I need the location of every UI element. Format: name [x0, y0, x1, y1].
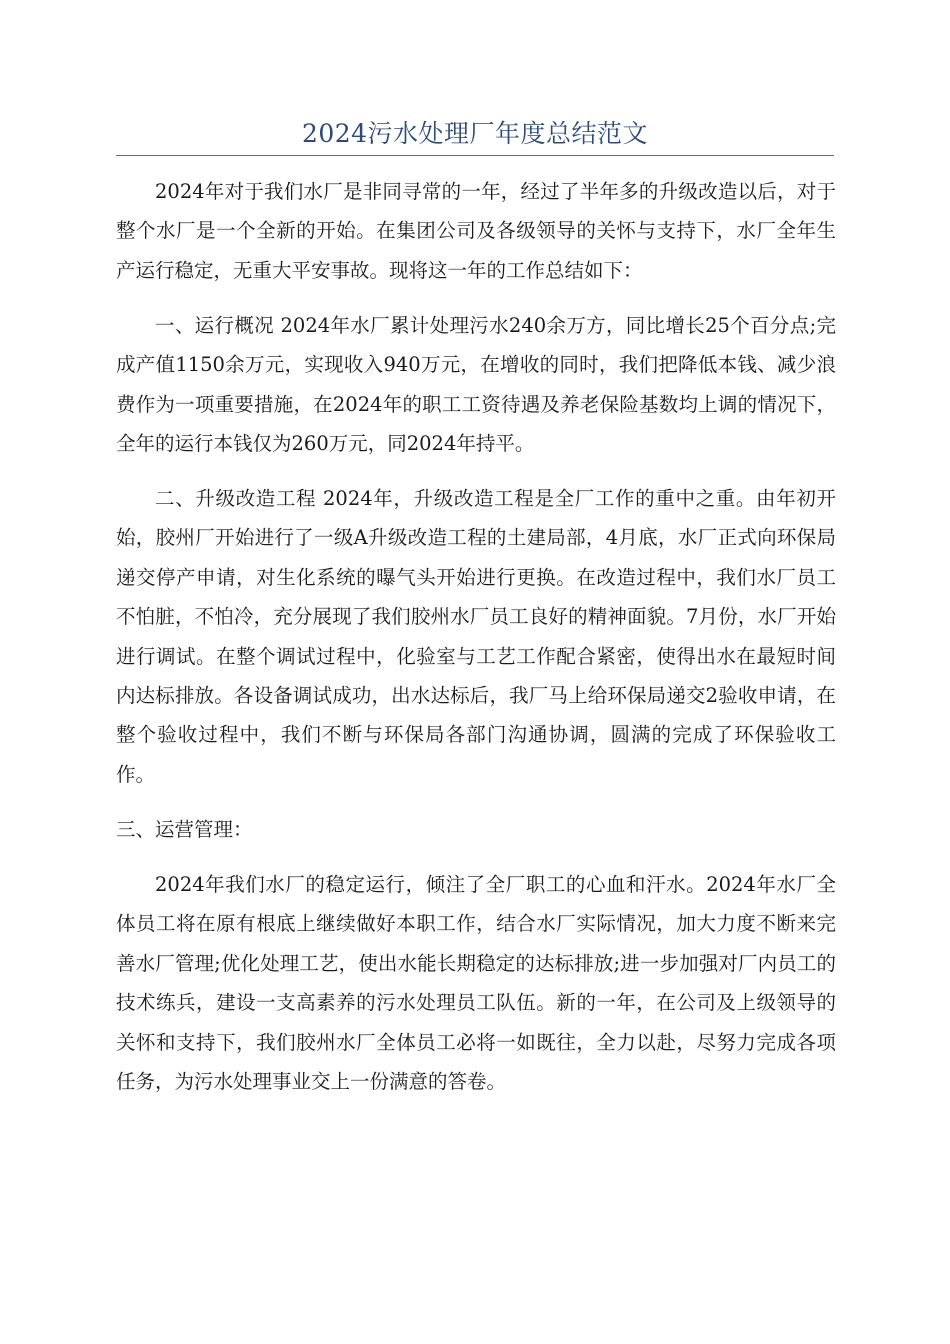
- document-body: [116, 172, 836, 1117]
- title-underline: [116, 155, 834, 156]
- document-title: 2024污水处理厂年度总结范文: [301, 119, 649, 148]
- paragraph-operations-management: 2024年我们水厂的稳定运行，倾注了全厂职工的心血和汗水。2024年水厂全体员工将在原有根底上继续做好本职工作，结合水厂实际情况，加大力度不断来完善水厂管理;优化处理工艺，使出水能长期稳定的达标排放;进一步加强对厂内员工的技术练兵，建设一支高素养的污水处理员工队伍。新的一年，在公司及上级领导的关怀和支持下，我们胶州水厂全体员工必将一如既往，全力以赴，尽努力完成各项任务，为污水处理事业交上一份满意的答卷。: [116, 872, 836, 1093]
- paragraph-upgrade-project: 二、升级改造工程 2024年，升级改造工程是全厂工作的重中之重。由年初开始，胶州厂开始进行了一级A升级改造工程的土建局部，4月底，水厂正式向环保局递交停产申请，对生化系统的曝气头开始进行更换。在改造过程中，我们水厂员工不怕脏，不怕冷，充分展现了我们胶州水厂员工良好的精神面貌。7月份，水厂开始进行调试。在整个调试过程中，化验室与工艺工作配合紧密，使得出水在最短时间内达标排放。各设备调试成功，出水达标后，我厂马上给环保局递交2验收申请，在整个验收过程中，我们不断与环保局各部门沟通协调，圆满的完成了环保验收工作。: [116, 487, 836, 786]
- paragraph-operation-overview: 一、运行概况 2024年水厂累计处理污水240余万方，同比增长25个百分点;完成产值1150余万元，实现收入940万元，在增收的同时，我们把降低本钱、减少浪费作为一项重要措施，在2024年的职工工资待遇及养老保险基数均上调的情况下，全年的运行本钱仅为260万元，同2024年持平。: [116, 313, 836, 456]
- section-heading-operations-management: 三、运营管理：: [116, 817, 253, 841]
- paragraph-intro: 2024年对于我们水厂是非同寻常的一年，经过了半年多的升级改造以后，对于整个水厂是一个全新的开始。在集团公司及各级领导的关怀与支持下，水厂全年生产运行稳定，无重大平安事故。现将这一年的工作总结如下：: [116, 180, 836, 282]
